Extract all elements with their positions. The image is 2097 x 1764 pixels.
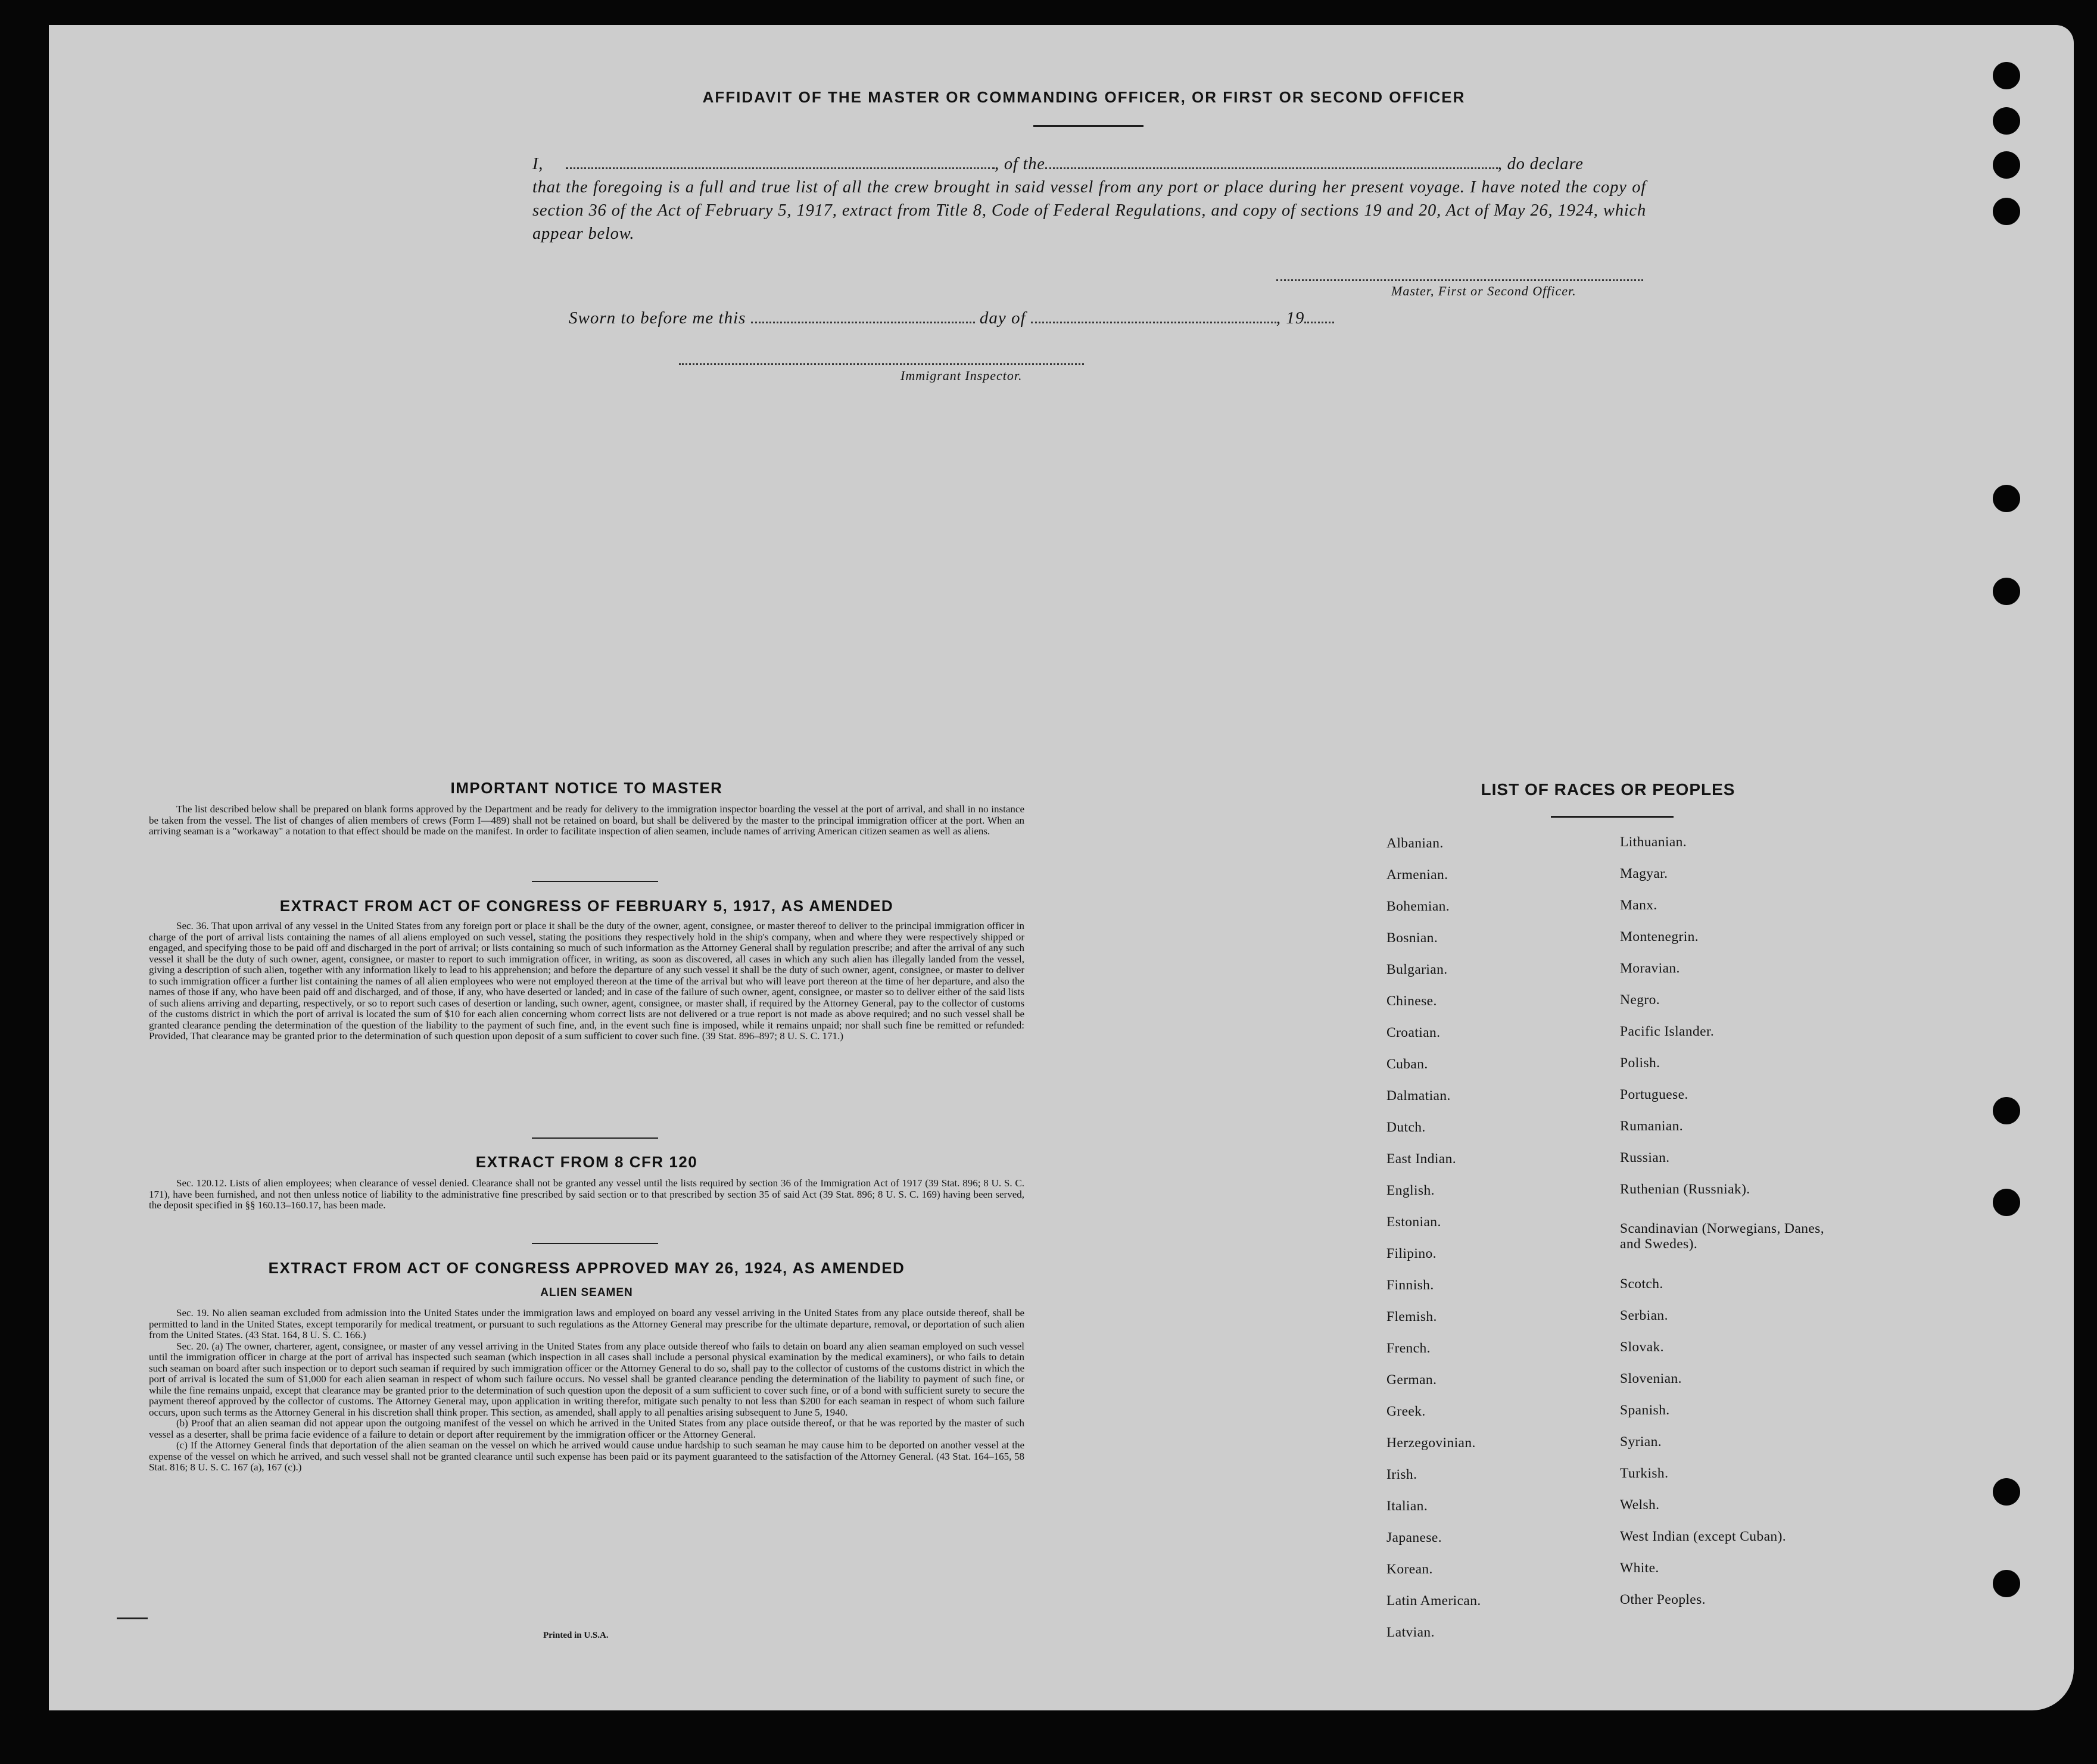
- race-item: Flemish.: [1386, 1309, 1437, 1324]
- section-rule: [532, 881, 658, 882]
- affidavit-body: [532, 152, 1646, 245]
- race-item: Finnish.: [1386, 1277, 1434, 1293]
- extract-cfr-text: Sec. 120.12. Lists of alien employees; when clearance of vessel denied. Clearance shall not be granted any vessel until the lists required by section 36 of the Immigration Act of 1917 (39 Stat. 896; 8 U. S. C. 171), have been furnished, and not then unless notice of liability to the administrative fine prescribed by said section or to that prescribed by section 35 of said Act (39 Stat. 896; 8 U. S. C. 169) having been served, the deposit specified in §§ 160.13–160.17, has been made.: [149, 1177, 1024, 1211]
- race-item: Pacific Islander.: [1620, 1024, 1715, 1039]
- extract-1917-text: Sec. 36. That upon arrival of any vessel in the United States from any foreign port or place it shall be the duty of the owner, agent, consignee, or master thereof to deliver to the principal immigration officer in charge of the port of arrival lists containing the names of all aliens employed on such vessel, stating the positions they respectively hold in the ship's company, when and where they were respectively shipped or engaged, and specifying those to be paid off and discharged in the port of arrival; or lists containing so much of such information as the Attorney General shall by regulation prescribe; and after the arrival of any such vessel it shall be the duty of such owner, agent, consignee, or master to report to such immigration officer, in writing, as soon as discovered, all cases in which any such alien has illegally landed from the vessel, giving a description of such alien, together with any information likely to lead to his apprehension; and before the departure of any such vessel it shall be the duty of such owner, agent, consignee, or master to deliver to such immigration officer a further list containing the names of all alien employees who were not employed thereon at the time of the arrival but who will leave port thereon at the time of her departure, and also the names of those if any, who have been paid off and discharged, and of those, if any, who have deserted or landed; and in case of the failure of such owner, agent, consignee, or master so to deliver either of the said lists of such aliens arriving and departing, respectively, or so to report such cases of desertion or landing, such owner, agent, consignee, or master shall, if required by the Attorney General, pay to the collector of customs of the customs district in which the port of arrival is located the sum of $10 for each alien concerning whom correct lists are not delivered or a true report is not made as above required; and no such vessel shall be granted clearance pending the determination of the question of the liability to the payment of such fine, and, in the event such fine is imposed, while it remains unpaid; nor shall such fine be remitted or refunded: Provided, That clearance may be granted prior to the determination of such question upon deposit of a sum sufficient to cover such fine. (39 Stat. 896–897; 8 U. S. C. 171.): [149, 920, 1024, 1042]
- race-item: Estonian.: [1386, 1214, 1441, 1230]
- notice-text: The list described below shall be prepared on blank forms approved by the Department and be ready for delivery to the immigration inspector boarding the vessel at the port of arrival, and shall in no instance be taken from the vessel. The list of changes of alien members of crews (Form I—489) shall not be retained on board, but shall be delivered by the master to the principal immigration officer at the port. When an arriving seaman is a "workaway" a notation to that effect should be made on the manifest. In order to facilitate inspection of alien seamen, include names of arriving American citizen seamen as well as aliens.: [149, 803, 1024, 837]
- affidavit-text: that the foregoing is a full and true list of all the crew brought in said vessel from any port or place during her present voyage. I have noted the copy of section 36 of the Act of February 5, 1917, extract from Title 8, Code of Federal Regulations, and copy of sections 19 and 20, Act of May 26, 1924, which appear below.: [532, 178, 1646, 243]
- race-item: French.: [1386, 1341, 1431, 1356]
- master-caption: Master, First or Second Officer.: [1391, 283, 1576, 298]
- punch-hole: [1993, 485, 2020, 512]
- race-item: White.: [1620, 1560, 1659, 1576]
- punch-hole: [1993, 1189, 2020, 1216]
- race-item: Japanese.: [1386, 1530, 1442, 1545]
- race-item: Serbian.: [1620, 1308, 1668, 1323]
- punch-hole: [1993, 1097, 2020, 1124]
- section-20a-paragraph: Sec. 20. (a) The owner, charterer, agent, consignee, or master of any vessel arriving in the United States from any place outside thereof who fails to detain on board any alien seaman employed on such vessel until the immigration officer in charge at the port of arrival has inspected such seaman (which inspection in all cases shall include a personal physical examination by the medical examiners), or who fails to detain such seaman on board after such inspection or to deport such seaman if required by such immigration officer or the Attorney General to do so, shall pay to the collector of customs of the customs district in which the port of arrival is located the sum of $1,000 for each alien seaman in respect of whom such failure occurs. No vessel shall be granted clearance pending the determination of the liability to payment of such fine, or while the fine remains unpaid, except that clearance may be granted prior to the determination of such question upon the deposit of a sum sufficient to cover such fine, or of a bond with sufficient surety to secure the payment thereof approved by the collector of customs. The Attorney General may, upon application in writing therefor, mitigate such penalty to not less than $200 for each seaman in respect of whom such failure occurs, upon such terms as the Attorney General in his discretion shall think proper. This section, as amended, shall apply to all penalties arising subsequent to June 5, 1940.: [149, 1340, 1024, 1418]
- race-item: Scandinavian (Norwegians, Danes, and Swedes).: [1620, 1221, 1825, 1252]
- races-title-rule: [1551, 816, 1674, 818]
- race-item: Bosnian.: [1386, 930, 1438, 946]
- affidavit-of-the: , of the: [995, 155, 1045, 173]
- race-item: Manx.: [1620, 897, 1657, 913]
- sworn-day-field[interactable]: [751, 308, 975, 323]
- punch-hole: [1993, 151, 2020, 179]
- race-item: Ruthenian (Russniak).: [1620, 1182, 1750, 1197]
- race-item: Welsh.: [1620, 1497, 1660, 1513]
- race-item: Slovenian.: [1620, 1371, 1682, 1386]
- title-rule: [1033, 125, 1143, 127]
- alien-seamen-subtitle: ALIEN SEAMEN: [540, 1286, 633, 1299]
- extract-cfr-title: EXTRACT FROM 8 CFR 120: [475, 1153, 698, 1171]
- section-20b-paragraph: (b) Proof that an alien seaman did not appear upon the outgoing manifest of the vessel on which he arrived in the United States from any place outside thereof, or that he was reported by the master of such vessel as a deserter, shall be prima facie evidence of a failure to detain or deport after requirement by the immigration officer or the Attorney General.: [149, 1417, 1024, 1440]
- inspector-signature-field[interactable]: [679, 363, 1084, 365]
- sworn-year-field[interactable]: [1304, 308, 1334, 323]
- sworn-line: [569, 308, 1334, 328]
- race-item: East Indian.: [1386, 1151, 1457, 1167]
- section-20c-paragraph: (c) If the Attorney General finds that deportation of the alien seaman on the vessel on which he arrived would cause undue hardship to such seaman he may cause him to be deported on another vessel at the expense of the vessel on which he arrived, and such vessel shall not be granted clearance until such expense has been paid or its payment guaranteed to the satisfaction of the Attorney General. (43 Stat. 164–165, 58 Stat. 816; 8 U. S. C. 167 (a), 167 (c).): [149, 1439, 1024, 1473]
- declaration-line: [532, 152, 1646, 176]
- affidavit-do-declare: , do declare: [1497, 155, 1584, 173]
- section-rule: [532, 1243, 658, 1244]
- race-item: Lithuanian.: [1620, 834, 1687, 850]
- race-item: Moravian.: [1620, 961, 1680, 976]
- vessel-field[interactable]: [1045, 154, 1498, 169]
- race-item: Scotch.: [1620, 1276, 1663, 1292]
- extract-1924-title: EXTRACT FROM ACT OF CONGRESS APPROVED MAY 26, 1924, AS AMENDED: [268, 1259, 905, 1277]
- punch-hole: [1993, 107, 2020, 135]
- section-19-paragraph: Sec. 19. No alien seaman excluded from admission into the United States under the immigration laws and employed on board any vessel arriving in the United States from any place outside thereof, shall be permitted to land in the United States, except temporarily for medical treatment, or pursuant to such regulations as the Attorney General may prescribe for the ultimate departure, removal, or deportation of such alien from the United States. (43 Stat. 164, 8 U. S. C. 166.): [149, 1307, 1024, 1341]
- race-item: Other Peoples.: [1620, 1592, 1706, 1607]
- race-item: Armenian.: [1386, 867, 1448, 883]
- punch-hole: [1993, 198, 2020, 225]
- race-item: Korean.: [1386, 1562, 1433, 1577]
- race-item: Portuguese.: [1620, 1087, 1688, 1102]
- margin-mark: [117, 1617, 148, 1619]
- race-item: Bohemian.: [1386, 899, 1450, 914]
- punch-hole: [1993, 1570, 2020, 1597]
- day-of-label: day of: [979, 308, 1026, 328]
- race-item: Montenegrin.: [1620, 929, 1699, 945]
- race-item: Bulgarian.: [1386, 962, 1448, 977]
- race-item: Dalmatian.: [1386, 1088, 1451, 1104]
- inspector-caption: Immigrant Inspector.: [901, 368, 1023, 383]
- race-item: Irish.: [1386, 1467, 1417, 1482]
- punch-hole: [1993, 62, 2020, 89]
- year-label: , 19: [1276, 308, 1305, 328]
- sworn-month-field[interactable]: [1031, 308, 1276, 323]
- race-item: Cuban.: [1386, 1056, 1428, 1072]
- race-item: Turkish.: [1620, 1466, 1669, 1481]
- printed-in-usa: Printed in U.S.A.: [543, 1631, 609, 1640]
- race-item: Herzegovinian.: [1386, 1435, 1476, 1451]
- race-item: Polish.: [1620, 1055, 1660, 1071]
- race-item: Negro.: [1620, 992, 1660, 1008]
- race-item: Italian.: [1386, 1498, 1428, 1514]
- name-field[interactable]: [566, 154, 995, 169]
- race-item: Filipino.: [1386, 1246, 1437, 1261]
- sworn-label: Sworn to before me this: [569, 308, 746, 328]
- race-item: English.: [1386, 1183, 1435, 1198]
- race-item: Rumanian.: [1620, 1118, 1684, 1134]
- race-item: Latvian.: [1386, 1625, 1435, 1640]
- punch-hole: [1993, 578, 2020, 605]
- section-rule: [532, 1137, 658, 1139]
- affidavit-i: I,: [532, 155, 544, 173]
- race-item: Slovak.: [1620, 1339, 1664, 1355]
- race-item: West Indian (except Cuban).: [1620, 1529, 1787, 1544]
- race-item: Russian.: [1620, 1150, 1670, 1165]
- race-item: Spanish.: [1620, 1403, 1670, 1418]
- races-title: LIST OF RACES OR PEOPLES: [1481, 780, 1735, 799]
- race-item: Albanian.: [1386, 836, 1444, 851]
- race-item: Magyar.: [1620, 866, 1668, 881]
- extract-1917-title: EXTRACT FROM ACT OF CONGRESS OF FEBRUARY 5, 1917, AS AMENDED: [279, 897, 894, 915]
- punch-hole: [1993, 1478, 2020, 1506]
- notice-title: IMPORTANT NOTICE TO MASTER: [450, 779, 723, 797]
- affidavit-title: AFFIDAVIT OF THE MASTER OR COMMANDING OFFICER, OR FIRST OR SECOND OFFICER: [702, 88, 1466, 106]
- race-item: Greek.: [1386, 1404, 1426, 1419]
- race-item: German.: [1386, 1372, 1437, 1388]
- race-item: Dutch.: [1386, 1120, 1426, 1135]
- race-item: Latin American.: [1386, 1593, 1481, 1609]
- race-item: Syrian.: [1620, 1434, 1662, 1450]
- race-item: Chinese.: [1386, 993, 1437, 1009]
- master-signature-field[interactable]: [1276, 279, 1643, 281]
- race-item: Croatian.: [1386, 1025, 1441, 1040]
- extract-1924-text: [149, 1308, 1024, 1473]
